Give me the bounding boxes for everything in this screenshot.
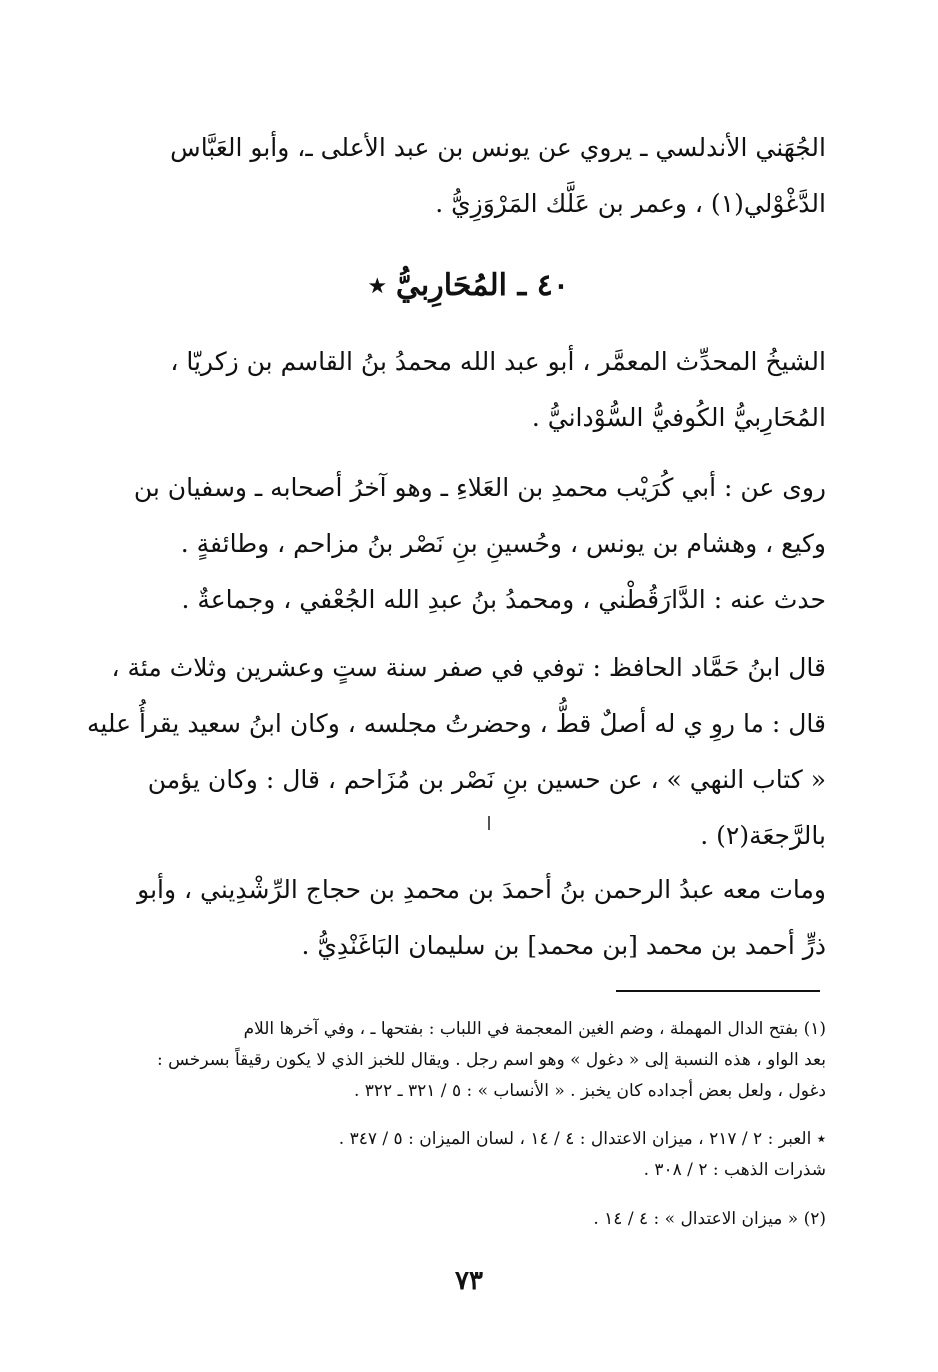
text-line: ومات معه عبدُ الرحمن بنُ أحمدَ بن محمدِ بن حجاج الرِّشْدِيني ، وأبو (137, 875, 826, 904)
stray-mark (488, 816, 490, 830)
text-line: قال ابنُ حَمَّاد الحافظ : توفي في صفر سنة ستٍ وعشرين وثلاث مئة ، (111, 653, 826, 682)
footnote-2 (166, 1204, 826, 1235)
footnote-line: بعد الواو ، هذه النسبة إلى « دغول » وهو اسم رجل . ويقال للخبز الذي لا يكون رقيقاً بسرخس : (157, 1050, 826, 1070)
text-line: روى عن : أبي كُرَيْب محمدِ بن العَلاءِ ـ وهو آخرُ أصحابه ـ وسفيان بن (133, 473, 826, 502)
text-line: الدَّغْوْلي(١) ، وعمر بن عَلَّك المَرْوَزِيُّ . (435, 189, 826, 218)
paragraph-narrated-by (166, 572, 826, 628)
footnote-star (166, 1124, 826, 1186)
footnote-line: دغول ، ولعل بعض أجداده كان يخبز . « الأنساب » : ٥ / ٣٢١ ـ ٣٢٢ . (353, 1081, 826, 1101)
text-line: المُحَارِبيُّ الكُوفيُّ السُّوْدانيُّ . (531, 403, 826, 432)
text-line: بالرَّجعَة(٢) . (700, 821, 826, 850)
footnote-line: (١) بفتح الدال المهملة ، وضم الغين المعجمة في اللباب : بفتحها ـ ، وفي آخرها اللام (243, 1019, 826, 1039)
footnote-line: شذرات الذهب : ٢ / ٣٠٨ . (643, 1160, 826, 1180)
paragraph-death (86, 640, 826, 864)
entry-heading: ٤٠ ـ المُحَارِبيُّ ٭ (369, 268, 569, 303)
text-line: حدث عنه : الدَّارَقُطْني ، ومحمدُ بنُ عبدِ الله الجُعْفي ، وجماعةٌ . (181, 585, 826, 614)
text-line: ذرٍّ أحمد بن محمد [بن محمد] بن سليمان البَاغَنْدِيُّ . (301, 931, 826, 960)
text-line: قال : ما روِ ي له أصلٌ قطُّ ، وحضرتُ مجلسه ، وكان ابنُ سعيد يقرأُ عليه (86, 709, 826, 738)
text-line: « كتاب النهي » ، عن حسين بنِ نَصْر بن مُزَاحم ، قال : وكان يؤمن (147, 765, 826, 794)
text-line: وكيع ، وهشام بن يونس ، وحُسينِ بنِ نَصْر بنُ مزاحم ، وطائفةٍ . (180, 529, 826, 558)
footnote-line: (٢) « ميزان الاعتدال » : ٤ / ١٤ . (593, 1209, 826, 1229)
paragraph-narrated-from (133, 460, 826, 572)
text-line: الجُهَني الأندلسي ـ يروي عن يونس بن عبد الأعلى ـ، وأبو العَبَّاس (170, 133, 826, 162)
footnote-divider (616, 990, 820, 992)
footnote-1 (157, 1014, 826, 1107)
paragraph-contemporaries (137, 862, 826, 974)
paragraph-biography (166, 334, 826, 446)
page-number: ٧٣ (455, 1266, 483, 1296)
footnote-line: ٭ العبر : ٢ / ٢١٧ ، ميزان الاعتدال : ٤ / ١٤ ، لسان الميزان : ٥ / ٣٤٧ . (338, 1129, 826, 1149)
top-paragraph (166, 120, 826, 232)
text-line: الشيخُ المحدِّث المعمَّر ، أبو عبد الله محمدُ بنُ القاسم بن زكريّا ، (170, 347, 826, 376)
